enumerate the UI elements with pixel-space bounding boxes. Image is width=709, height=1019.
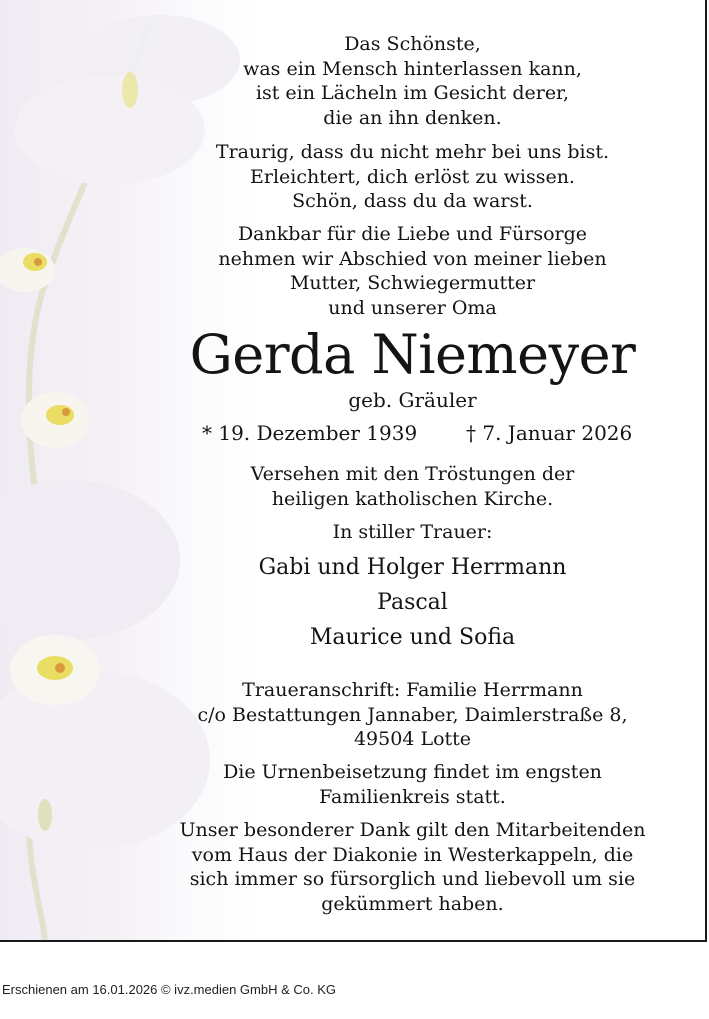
intro-line: nehmen wir Abschied von meiner lieben [218,247,607,270]
intro-line: Dankbar für die Liebe und Fürsorge [237,223,588,245]
religious-note [120,462,705,511]
orchid-flower [21,392,89,448]
verse [120,140,705,214]
poem [120,32,705,130]
death-date: † 7. Januar 2026 [466,421,633,445]
intro-line: Mutter, Schwiegermutter [289,272,536,294]
publication-footer: Erschienen am 16.01.2026 © ivz.medien GmbH & Co. KG [2,982,337,997]
mourning-label-text: In stiller Trauer: [332,521,493,543]
poem-line: Das Schönste, [344,33,481,55]
address-line: c/o Bestattungen Jannaber, Daimlerstraße 8, [197,703,628,726]
address-line: Traueranschrift: Familie Herrmann [242,679,583,701]
thanks-line: sich immer so fürsorglich und liebevoll um sie [189,868,636,890]
address [120,678,705,752]
address-line: 49504 Lotte [353,728,472,750]
verse-line: Traurig, dass du nicht mehr bei uns bist. [215,141,610,163]
religious-line: heiligen katholischen Kirche. [271,487,554,510]
mourner: Maurice und Sofia [309,625,516,650]
verse-line: Schön, dass du da warst. [292,190,533,212]
poem-line: ist ein Lächeln im Gesicht derer, [255,82,570,104]
obituary-text [120,0,705,940]
birth-name-text: geb. Gräuler [348,388,477,412]
verse-line: Erleichtert, dich erlöst zu wissen. [250,165,575,188]
orchid-flower [10,635,100,705]
burial-line: Familienkreis statt. [319,785,506,808]
mourner: Pascal [377,590,448,615]
burial-note [120,760,705,809]
thanks-line: Unser besonderer Dank gilt den Mitarbeitenden [179,819,646,841]
thanks-line: gekümmert haben. [321,892,504,915]
intro [120,222,705,320]
burial-line: Die Urnenbeisetzung findet im engsten [223,761,602,783]
intro-line: und unserer Oma [328,296,497,319]
mourner: Gabi und Holger Herrmann [258,555,567,580]
poem-line: die an ihn denken. [323,106,502,129]
religious-line: Versehen mit den Tröstungen der [250,463,575,485]
deceased-name: Gerda Niemeyer [189,323,636,386]
poem-line: was ein Mensch hinterlassen kann, [243,57,582,80]
thanks-line: vom Haus der Diakonie in Westerkappeln, die [191,843,634,866]
mourning-label [120,520,705,545]
birth-name [120,388,705,413]
birth-date: * 19. Dezember 1939 [202,421,418,445]
thanks [120,818,705,916]
